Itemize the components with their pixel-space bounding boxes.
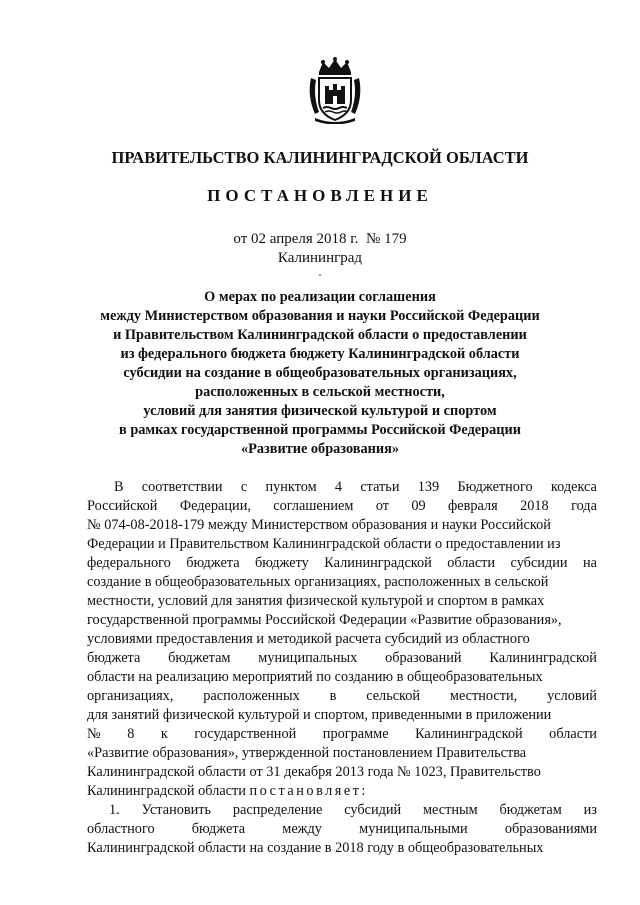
subject-line: расположенных в сельской местности,	[195, 384, 445, 400]
body-word: кодекса	[550, 479, 597, 495]
subject-line: субсидии на создание в общеобразовательных организациях,	[123, 365, 517, 381]
body-word: муниципальных	[258, 650, 358, 666]
body-line	[87, 630, 597, 649]
body-line	[87, 592, 597, 611]
document-subject	[0, 288, 640, 459]
body-word: Установить	[141, 802, 212, 818]
government-title: ПРАВИТЕЛЬСТВО КАЛИНИНГРАДСКОЙ ОБЛАСТИ	[111, 148, 529, 167]
body-line	[87, 839, 597, 858]
divider-dot	[319, 274, 321, 276]
body-word: бюджету	[255, 555, 309, 571]
body-word: № 074-08-2018-179 между Министерством образования и науки Российской	[87, 517, 551, 533]
body-word: «Развитие образования», утвержденной постановлением Правительства	[87, 745, 527, 761]
decree-word: постановляет:	[249, 783, 368, 799]
subject-line: условий для занятия физической культурой и спортом	[143, 403, 497, 419]
body-word: В	[114, 479, 124, 495]
body-word: с	[240, 479, 248, 495]
body-word: Российской	[87, 498, 158, 514]
kaliningrad-coat-of-arms-icon	[305, 56, 365, 124]
body-word: на	[582, 555, 597, 571]
body-word: пунктом	[265, 479, 317, 495]
date-number-line	[0, 231, 640, 248]
body-word: Калининградской области от 31 декабря 2013 года № 1023, Правительство	[87, 764, 541, 780]
body-word: к	[160, 726, 168, 742]
body-line	[87, 649, 597, 668]
body-line	[87, 554, 597, 573]
body-word: образованиями	[504, 821, 597, 837]
decree-line	[87, 782, 597, 801]
subject-line: и Правительством Калининградской области о предоставлении	[113, 327, 527, 343]
body-line	[87, 801, 597, 820]
document-number: 179	[384, 231, 407, 247]
body-word: Калининградской области на создание в 2018 году в общеобразовательных	[87, 840, 544, 856]
body-word: из	[583, 802, 597, 818]
body-word: февраля	[448, 498, 498, 514]
body-word: для занятий физической культурой и спортом, приведенными в приложении	[87, 707, 552, 723]
body-word: бюджета	[186, 555, 240, 571]
body-word: создание в общеобразовательных организациях, расположенных в сельской	[87, 574, 549, 590]
body-word: бюджетам	[168, 650, 231, 666]
body-word: субсидии	[510, 555, 568, 571]
body-word: Бюджетного	[457, 479, 533, 495]
date-prefix: от	[233, 231, 248, 247]
body-word: 1.	[109, 802, 120, 818]
body-word: 4	[334, 479, 343, 495]
body-word: бюджета	[87, 650, 141, 666]
body-line	[87, 668, 597, 687]
body-word: образований	[385, 650, 462, 666]
body-line	[87, 763, 597, 782]
body-word: в	[329, 688, 337, 704]
body-word: местности,	[449, 688, 518, 704]
body-line	[87, 478, 597, 497]
body-word: организациях,	[87, 688, 174, 704]
city: Калининград	[277, 250, 363, 266]
body-word: федерального	[87, 555, 171, 571]
body-word: №	[87, 726, 101, 742]
body-word: расположенных	[203, 688, 300, 704]
body-word: от	[375, 498, 390, 514]
body-word: государственной	[194, 726, 297, 742]
body-word: области	[447, 555, 496, 571]
body-word: 09	[411, 498, 426, 514]
body-line	[87, 687, 597, 706]
body-word: условиями предоставления и методикой расчета субсидий из областного	[87, 631, 530, 647]
number-sign: №	[366, 231, 381, 247]
body-word: Калининградской	[324, 555, 432, 571]
body-word: бюджета	[191, 821, 246, 837]
body-line	[87, 725, 597, 744]
body-line	[87, 706, 597, 725]
body-word: 8	[127, 726, 135, 742]
body-line	[87, 497, 597, 516]
body-word: сельской	[366, 688, 421, 704]
body-word: 2018	[520, 498, 549, 514]
body-line	[87, 516, 597, 535]
body-word: областного	[87, 821, 155, 837]
subject-line: «Развитие образования»	[241, 441, 399, 457]
body-word: статьи	[360, 479, 400, 495]
body-word: Федерации,	[179, 498, 251, 514]
body-line	[87, 820, 597, 839]
body-word: Калининградской	[415, 726, 523, 742]
body-word: Калининградской	[489, 650, 597, 666]
subject-line: О мерах по реализации соглашения	[204, 289, 436, 305]
subject-line: из федерального бюджета бюджету Калининградской области	[120, 346, 520, 362]
body-word: соответствии	[141, 479, 223, 495]
body-word: соглашением	[273, 498, 354, 514]
body-word: области	[549, 726, 597, 742]
document-body	[87, 478, 597, 858]
decree-line-start: Калининградской области	[87, 783, 246, 799]
body-word: года	[571, 498, 597, 514]
document-date: 02 апреля 2018 г.	[251, 231, 359, 247]
body-word: области на реализацию мероприятий по созданию в общеобразовательных	[87, 669, 543, 685]
body-word: муниципальными	[359, 821, 468, 837]
body-word: местности, условий для занятия физической культурой и спортом в рамках	[87, 593, 545, 609]
body-word: государственной программы Российской Федерации «Развитие образования»,	[87, 612, 562, 628]
body-line	[87, 535, 597, 554]
body-word: субсидий	[344, 802, 402, 818]
subject-line: между Министерством образования и науки Российской Федерации	[100, 308, 540, 324]
body-word: условий	[547, 688, 597, 704]
body-line	[87, 744, 597, 763]
body-word: местным	[423, 802, 478, 818]
body-word: между	[282, 821, 322, 837]
body-line	[87, 573, 597, 592]
body-word: распределение	[232, 802, 323, 818]
subject-line: в рамках государственной программы Российской Федерации	[119, 422, 521, 438]
body-word: программе	[322, 726, 389, 742]
body-word: 139	[417, 479, 440, 495]
body-word: Федерации и Правительством Калининградской области о предоставлении из	[87, 536, 561, 552]
body-line	[87, 611, 597, 630]
body-word: бюджетам	[499, 802, 562, 818]
document-type: ПОСТАНОВЛЕНИЕ	[207, 186, 433, 205]
